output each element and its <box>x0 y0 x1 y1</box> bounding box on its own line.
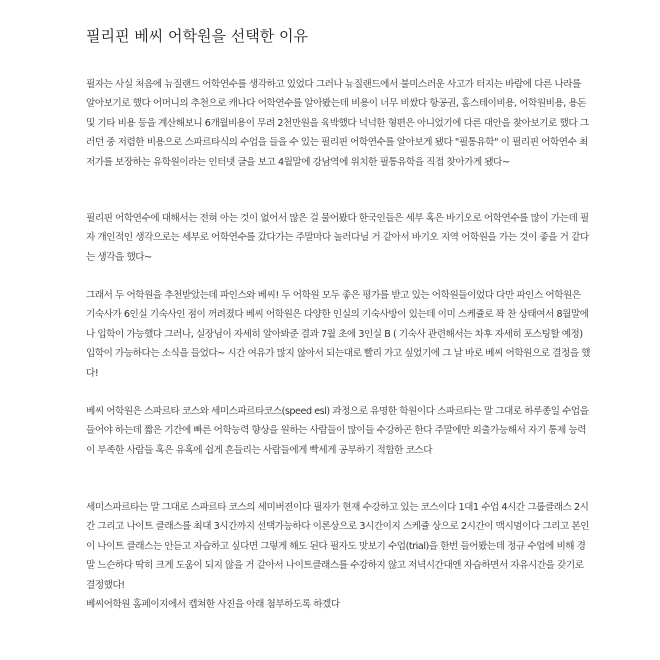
post-paragraph-3: 그래서 두 어학원을 추천받았는데 파인스와 베씨! 두 어학원 모두 좋은 평가를 받고 있는 어학원들이었다 다만 파인스 어학원은 기숙사가 6인실 기숙사인 점이 꺼려졌다 베씨 어학원은 다양한 인실의 기숙사방이 있는데 이미 스케쥴로 꽉 찬 상태여서 8월말에나 입학이 가능했다 그러나, 실장님이 자세히 알아봐준 결과 7월 초에 3인실 B ( 기숙사 관련해서는 차후 자세히 포스팅할 예정) 입학이 가능하다는 소식을 들었다~ 시간 여유가 많지 않아서 되는대로 빨리 가고 싶었기에 그 날 바로 베씨 어학원으로 결정을 했다! <box>86 290 591 379</box>
post-paragraph-5: 세미스파르타는 말 그대로 스파르타 코스의 세미버젼이다 필자가 현재 수강하고 있는 코스이다 1대1 수업 4시간 그룹클래스 2시간 그리고 나이트 클래스를 최대 3시간까지 선택가능하다 이론상으로 3시간이지 스케쥴 상으로 2시간이 맥시멈이다 그리고 본인이 나이트 클래스는 안듣고 자습하고 싶다면 그렇게 해도 된다 필자도 맛보기 수업(trial)을 한번 들어봤는데 정규 수업에 비해 경말 느슨하다 딱히 크게 도움이 되지 않을 거 같아서 나이트클래스를 수강하지 않고 저녁시간대엔 자습하면서 자유시간을 갖기로 결정했다! 베씨어학원 홈페이지에서 캡쳐한 사진을 아래 첨부하도록 하겠다 <box>86 502 590 611</box>
post-title: 필리핀 베씨 어학원을 선택한 이유 <box>86 27 308 45</box>
post-paragraph-4: 베씨 어학원은 스파르타 코스와 세미스파르타코스(speed esl) 과정으로 유명한 학원이다 스파르타는 말 그대로 하루종일 수업을 들어야 하는데 짧은 기간에 빠른 어학능력 향상을 원하는 사람들이 많이들 수강하곤 한다 주말에만 외출가능해서 자기 통제 능력이 부족한 사람들 혹은 유혹에 쉽게 흔들리는 사람들에게 빡세게 공부하기 적합한 코스다 <box>86 406 589 456</box>
post-paragraph-2: 필리핀 어학연수에 대해서는 전혀 아는 것이 없어서 많은 걸 물어봤다 한국인들은 세부 혹은 바기오로 어학연수를 많이 가는데 필자 개인적인 생각으로는 세부로 어학연수를 갔다가는 주말마다 놀러다닐 거 같아서 바기오 지역 어학원을 가는 것이 좋을 거 같다는 생각을 했다~ <box>86 213 589 263</box>
post-paragraph-1: 필자는 사실 처음에 뉴질랜드 어학연수를 생각하고 있었다 그러나 뉴질랜드에서 불미스러운 사고가 터지는 바람에 다른 나라를 알아보기로 했다 어머니의 추천으로 캐나다 어학연수를 알아봤는데 비용이 너무 비쌌다 항공권, 홈스테이비용, 어학원비용, 용돈 및 기타 비용 등을 계산해보니 6개월비용이 무려 2천만원을 육박했다 넉넉한 형편은 아니었기에 다른 대안을 찾아보기로 했다 그러던 중 저렴한 비용으로 스파르타식의 수업을 들을 수 있는 필리핀 어학연수를 알아보게 됐다 "필통유학" 이 필리핀 어학연수 최저가를 보장하는 유학원이라는 인터넷 글을 보고 4월말에 강남역에 위치한 필통유학을 직접 찾아가게 됐다~ <box>86 79 589 168</box>
